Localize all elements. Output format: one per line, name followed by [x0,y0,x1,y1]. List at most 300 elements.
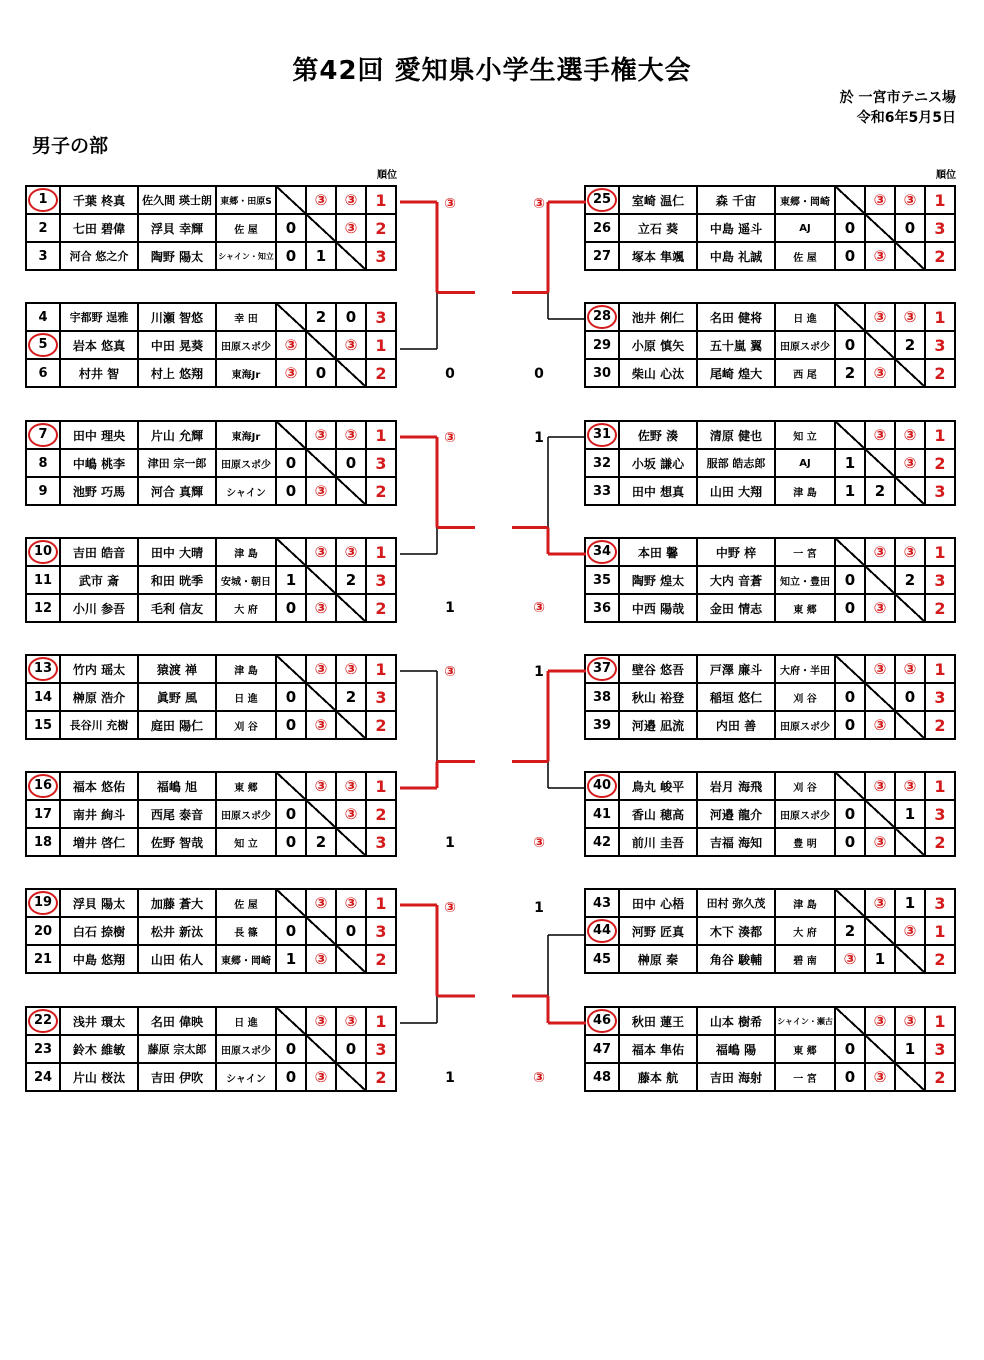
score-cell: ③ [306,594,336,622]
player-name-1: 塚本 隼颯 [619,242,697,270]
winner-number-circle: 46 [587,1009,617,1033]
player-name-2: 戸澤 廉斗 [697,655,775,683]
score-cell: ③ [895,421,925,449]
entry-number-text: 4 [38,309,48,325]
section-title: 男子の部 [32,135,109,157]
player-name-1: 本田 馨 [619,538,697,566]
score-cell: 0 [276,214,306,242]
player-name-1: 吉田 皓音 [60,538,138,566]
player-name-2: 加藤 蒼大 [138,889,216,917]
entry-number-text: 17 [33,806,53,822]
rank-cell: 2 [366,214,396,242]
score-cell: 1 [895,800,925,828]
score-cell: ③ [306,889,336,917]
score-cell: 0 [895,683,925,711]
score-cell: ③ [336,772,366,800]
player-name-2: 岩月 海飛 [697,772,775,800]
rank-header-right: 順位 [936,170,956,181]
player-name-2: 西尾 泰音 [138,800,216,828]
score-cell: 2 [835,359,865,387]
score-cell: ③ [865,772,895,800]
score-cell: ③ [865,1063,895,1091]
player-name-2: 村上 悠翔 [138,359,216,387]
winner-number-circle: 37 [587,657,617,681]
club-name: 東 郷 [775,594,835,622]
score-cell: ③ [306,772,336,800]
score-cell: ③ [865,186,895,214]
club-name: 佐 屋 [775,242,835,270]
club-name: 一 宮 [775,1063,835,1091]
entry-number-text: 35 [592,572,612,588]
score-cell: ③ [336,1007,366,1035]
entry-number-text: 9 [38,483,48,499]
club-name: シャイン・瀬古 [775,1007,835,1035]
player-name-2: 田村 弥久茂 [697,889,775,917]
club-name: 東郷・田原S [216,186,276,214]
winner-number-circle: 34 [587,540,617,564]
score-cell: ③ [895,449,925,477]
score-cell: ③ [276,331,306,359]
entry-number-text: 3 [38,248,48,264]
club-name: 刈 谷 [775,683,835,711]
score-cell: 0 [835,331,865,359]
score-cell: 0 [276,242,306,270]
club-name: 津 島 [775,889,835,917]
score-cell: ③ [865,303,895,331]
score-cell: 0 [336,917,366,945]
rank-cell: 1 [366,772,396,800]
player-name-1: 河合 悠之介 [60,242,138,270]
score-cell: 2 [306,828,336,856]
player-name-2: 尾崎 煌大 [697,359,775,387]
score-cell: ③ [306,186,336,214]
rank-cell: 1 [925,421,955,449]
score-cell: 0 [276,594,306,622]
score-cell: 1 [835,449,865,477]
rank-cell: 3 [925,1035,955,1063]
score-cell: 0 [276,917,306,945]
player-name-2: 松井 新汰 [138,917,216,945]
rank-cell: 3 [925,800,955,828]
player-name-1: 武市 斎 [60,566,138,594]
score-cell: ③ [865,538,895,566]
rank-cell: 3 [366,566,396,594]
club-name: 知 立 [775,421,835,449]
player-name-1: 千葉 柊真 [60,186,138,214]
entry-number-text: 8 [38,455,48,471]
score-cell: ③ [865,1007,895,1035]
score-cell: 1 [895,1035,925,1063]
entry-number-text: 36 [592,600,612,616]
rank-cell: 3 [366,683,396,711]
score-cell: 2 [336,566,366,594]
player-name-2: 大内 音蒼 [697,566,775,594]
score-cell: 0 [835,683,865,711]
entry-number-text: 27 [592,248,612,264]
score-cell: 0 [276,828,306,856]
player-name-2: 藤原 宗太郎 [138,1035,216,1063]
score-cell: 1 [835,477,865,505]
player-name-2: 田中 大晴 [138,538,216,566]
club-name: 津 島 [216,655,276,683]
rank-cell: 2 [925,1063,955,1091]
score-cell: 1 [276,945,306,973]
player-name-1: 陶野 煌太 [619,566,697,594]
score-cell: 2 [895,566,925,594]
entry-number-text: 45 [592,951,612,967]
player-name-2: 吉福 海知 [697,828,775,856]
score-cell: ③ [895,655,925,683]
bracket-score: 1 [534,900,544,916]
rank-cell: 2 [366,1063,396,1091]
winner-number-circle: 7 [28,423,58,447]
player-name-1: 南井 絢斗 [60,800,138,828]
player-name-1: 宇都野 逞雅 [60,303,138,331]
score-cell: 0 [276,683,306,711]
score-cell: 0 [336,449,366,477]
score-cell: ③ [895,303,925,331]
club-name: 津 島 [216,538,276,566]
club-name: 碧 南 [775,945,835,973]
player-name-2: 金田 情志 [697,594,775,622]
entry-number-text: 21 [33,951,53,967]
score-cell: 0 [276,800,306,828]
player-name-1: 香山 穂高 [619,800,697,828]
entry-number-text: 33 [592,483,612,499]
rank-cell: 1 [925,186,955,214]
player-name-2: 中田 晃葵 [138,331,216,359]
player-name-2: 福嶋 陽 [697,1035,775,1063]
bracket-score: ③ [444,900,456,916]
score-cell: ③ [865,359,895,387]
entry-number-text: 48 [592,1069,612,1085]
club-name: 田原スポ少 [216,449,276,477]
rank-cell: 1 [925,1007,955,1035]
player-name-1: 長谷川 充樹 [60,711,138,739]
player-name-1: 榊原 浩介 [60,683,138,711]
player-name-2: 山田 佑人 [138,945,216,973]
rank-cell: 2 [366,711,396,739]
score-cell: 0 [306,359,336,387]
score-cell: ③ [895,772,925,800]
score-cell: ③ [865,655,895,683]
club-name: 一 宮 [775,538,835,566]
club-name: 豊 明 [775,828,835,856]
score-cell: ③ [865,421,895,449]
club-name: 大 府 [775,917,835,945]
rank-cell: 1 [366,421,396,449]
rank-cell: 1 [925,538,955,566]
entry-number-text: 12 [33,600,53,616]
bracket-score: 1 [445,835,455,851]
player-name-1: 田中 想真 [619,477,697,505]
rank-cell: 1 [925,655,955,683]
rank-cell: 1 [366,538,396,566]
score-cell: ③ [306,1007,336,1035]
player-name-2: 河邉 龍介 [697,800,775,828]
club-name: 東郷・岡崎 [775,186,835,214]
rank-cell: 2 [366,800,396,828]
score-cell: ③ [865,242,895,270]
winner-number-circle: 1 [28,188,58,212]
player-name-2: 佐野 智哉 [138,828,216,856]
club-name: 田原スポ少 [775,711,835,739]
player-name-1: 田中 理央 [60,421,138,449]
player-name-2: 清原 健也 [697,421,775,449]
club-name: 東 郷 [775,1035,835,1063]
club-name: 幸 田 [216,303,276,331]
winner-number-circle: 19 [28,891,58,915]
player-name-2: 河合 真輝 [138,477,216,505]
rank-cell: 1 [366,655,396,683]
rank-cell: 3 [925,566,955,594]
club-name: 田原スポ少 [216,331,276,359]
entry-number-text: 38 [592,689,612,705]
rank-cell: 1 [925,917,955,945]
entry-number-text: 2 [38,220,48,236]
club-name: 東海Jr [216,421,276,449]
club-name: 日 進 [775,303,835,331]
club-name: 田原スポ少 [216,800,276,828]
club-name: 安城・朝日 [216,566,276,594]
entry-number-text: 26 [592,220,612,236]
score-cell: ③ [336,331,366,359]
entry-number-text: 42 [592,834,612,850]
score-cell: ③ [336,421,366,449]
player-name-1: 村井 智 [60,359,138,387]
player-name-2: 佐久間 瑛士朗 [138,186,216,214]
entry-number-text: 11 [33,572,53,588]
player-name-1: 白石 捺樹 [60,917,138,945]
entry-number-text: 29 [592,337,612,353]
player-name-2: 服部 皓志郎 [697,449,775,477]
player-name-1: 室崎 温仁 [619,186,697,214]
player-name-1: 中嶋 桃李 [60,449,138,477]
club-name: AJ [775,449,835,477]
score-cell: 0 [835,800,865,828]
rank-cell: 3 [366,917,396,945]
date-label: 令和6年5月5日 [856,110,956,126]
winner-number-circle: 25 [587,188,617,212]
entry-number-text: 39 [592,717,612,733]
player-name-2: 眞野 風 [138,683,216,711]
entry-number-text: 14 [33,689,53,705]
player-name-2: 山田 大翔 [697,477,775,505]
score-cell: 1 [276,566,306,594]
rank-cell: 1 [366,331,396,359]
player-name-2: 吉田 伊吹 [138,1063,216,1091]
score-cell: ③ [865,594,895,622]
player-name-2: 毛利 信友 [138,594,216,622]
player-name-1: 田中 心梧 [619,889,697,917]
score-cell: 2 [306,303,336,331]
score-cell: ③ [336,214,366,242]
entry-number-text: 24 [33,1069,53,1085]
entry-number-text: 15 [33,717,53,733]
club-name: 日 進 [216,1007,276,1035]
venue-label: 於 一宮市テニス場 [839,90,956,106]
score-cell: ③ [306,538,336,566]
bracket-score: ③ [444,430,456,446]
club-name: 津 島 [775,477,835,505]
player-name-2: 庭田 陽仁 [138,711,216,739]
club-name: シャイン・知立 [216,242,276,270]
player-name-1: 立石 葵 [619,214,697,242]
player-name-2: 吉田 海射 [697,1063,775,1091]
score-cell: 0 [835,1035,865,1063]
bracket-score: 1 [445,600,455,616]
rank-cell: 2 [925,242,955,270]
score-cell: ③ [336,800,366,828]
score-cell: 1 [865,945,895,973]
rank-cell: 3 [366,828,396,856]
rank-cell: 1 [925,303,955,331]
rank-cell: 2 [925,449,955,477]
winner-number-circle: 22 [28,1009,58,1033]
page-title: 第42回 愛知県小学生選手権大会 [292,56,692,86]
rank-cell: 2 [366,945,396,973]
rank-cell: 3 [366,242,396,270]
club-name: 長 篠 [216,917,276,945]
player-name-2: 五十嵐 翼 [697,331,775,359]
score-cell: 0 [835,828,865,856]
score-cell: ③ [306,655,336,683]
rank-cell: 2 [925,945,955,973]
player-name-2: 名田 健将 [697,303,775,331]
player-name-2: 浮貝 幸輝 [138,214,216,242]
rank-cell: 1 [366,1007,396,1035]
player-name-1: 秋山 裕登 [619,683,697,711]
player-name-1: 榊原 秦 [619,945,697,973]
rank-cell: 1 [925,772,955,800]
player-name-1: 河野 匠真 [619,917,697,945]
player-name-2: 山本 樹希 [697,1007,775,1035]
score-cell: 0 [835,214,865,242]
score-cell: 0 [276,1035,306,1063]
score-cell: 2 [835,917,865,945]
club-name: 大府・半田 [775,655,835,683]
rank-cell: 3 [366,449,396,477]
winner-number-circle: 16 [28,774,58,798]
score-cell: ③ [306,1063,336,1091]
club-name: AJ [775,214,835,242]
player-name-2: 森 千宙 [697,186,775,214]
entry-number-text: 20 [33,923,53,939]
player-name-1: 七田 碧偉 [60,214,138,242]
player-name-1: 鳥丸 峻平 [619,772,697,800]
score-cell: ③ [865,711,895,739]
player-name-1: 浅井 環太 [60,1007,138,1035]
score-cell: 0 [835,242,865,270]
winner-number-circle: 5 [28,333,58,357]
bracket-score: ③ [444,664,456,680]
score-cell: 0 [276,477,306,505]
player-name-2: 名田 偉映 [138,1007,216,1035]
player-name-2: 角谷 駿輔 [697,945,775,973]
rank-cell: 3 [925,477,955,505]
player-name-2: 稲垣 悠仁 [697,683,775,711]
score-cell: ③ [306,711,336,739]
score-cell: ③ [306,421,336,449]
rank-cell: 2 [366,594,396,622]
club-name: 大 府 [216,594,276,622]
club-name: 佐 屋 [216,214,276,242]
score-cell: 0 [276,711,306,739]
player-name-1: 河邉 凪流 [619,711,697,739]
bracket-score: ③ [533,1070,545,1086]
club-name: 東海Jr [216,359,276,387]
player-name-2: 木下 湊都 [697,917,775,945]
score-cell: ③ [895,538,925,566]
score-cell: ③ [895,186,925,214]
club-name: 知立・豊田 [775,566,835,594]
player-name-1: 中西 陽哉 [619,594,697,622]
score-cell: ③ [865,889,895,917]
club-name: 日 進 [216,683,276,711]
bracket-score: ③ [533,600,545,616]
score-cell: 1 [895,889,925,917]
rank-cell: 2 [366,359,396,387]
rank-cell: 1 [366,186,396,214]
player-name-2: 中野 梓 [697,538,775,566]
score-cell: ③ [895,917,925,945]
bracket-score: ③ [444,196,456,212]
club-name: シャイン [216,477,276,505]
bracket-score: 0 [445,366,455,382]
entry-number-text: 41 [592,806,612,822]
player-name-2: 川瀬 智悠 [138,303,216,331]
player-name-1: 佐野 湊 [619,421,697,449]
player-name-1: 小川 参吾 [60,594,138,622]
score-cell: 0 [835,594,865,622]
player-name-2: 陶野 陽太 [138,242,216,270]
player-name-2: 津田 宗一郎 [138,449,216,477]
rank-cell: 3 [925,889,955,917]
club-name: シャイン [216,1063,276,1091]
player-name-1: 前川 圭吾 [619,828,697,856]
player-name-2: 中島 遥斗 [697,214,775,242]
player-name-1: 鈴木 維敏 [60,1035,138,1063]
club-name: 東 郷 [216,772,276,800]
player-name-1: 福本 悠佑 [60,772,138,800]
score-cell: ③ [336,889,366,917]
player-name-1: 柴山 心汰 [619,359,697,387]
score-cell: 2 [336,683,366,711]
score-cell: 0 [276,449,306,477]
rank-cell: 3 [925,683,955,711]
entry-number-text: 23 [33,1041,53,1057]
club-name: 刈 谷 [216,711,276,739]
score-cell: 0 [835,1063,865,1091]
rank-cell: 2 [925,711,955,739]
winner-number-circle: 10 [28,540,58,564]
player-name-2: 中島 礼誠 [697,242,775,270]
score-cell: ③ [306,477,336,505]
winner-number-circle: 13 [28,657,58,681]
entry-number-text: 18 [33,834,53,850]
entry-number-text: 30 [592,365,612,381]
club-name: 知 立 [216,828,276,856]
winner-number-circle: 31 [587,423,617,447]
rank-cell: 1 [366,889,396,917]
score-cell: ③ [336,655,366,683]
score-cell: 0 [835,711,865,739]
club-name: 刈 谷 [775,772,835,800]
player-name-2: 猿渡 禅 [138,655,216,683]
entry-number-text: 6 [38,365,48,381]
bracket-score: 1 [534,430,544,446]
entry-number-text: 32 [592,455,612,471]
